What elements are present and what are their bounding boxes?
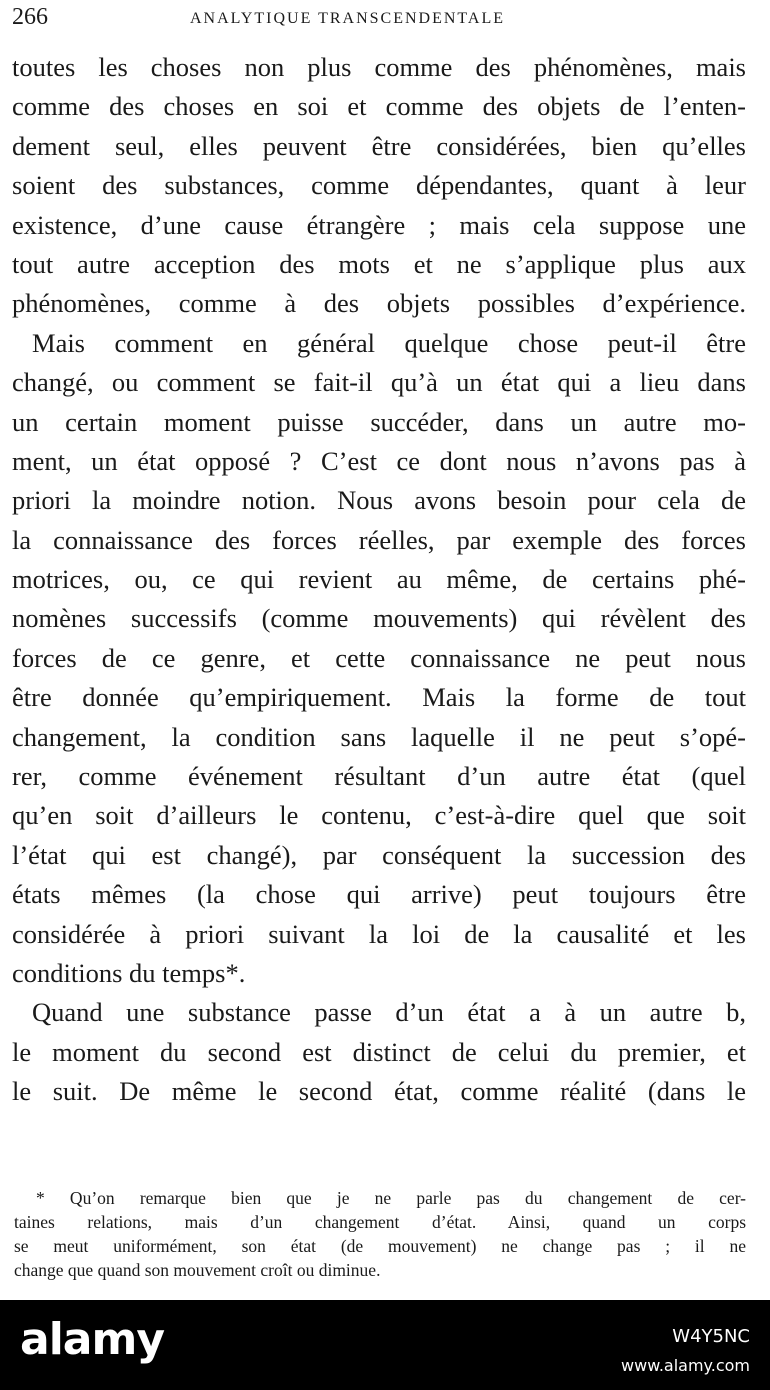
text-line: soient des substances, comme dépendantes, quant à leur <box>12 170 746 201</box>
footnote-line: taines relations, mais d’un changement d’état. Ainsi, quand un corps <box>14 1212 746 1232</box>
text-line: forces de ce genre, et cette connaissance ne peut nous <box>12 642 746 673</box>
footnote-line: se meut uniformément, son état (de mouvement) ne change pas ; il ne <box>14 1236 746 1256</box>
footnote <box>14 1186 746 1282</box>
text-line: être donnée qu’empiriquement. Mais la forme de tout <box>12 682 746 713</box>
page-header <box>12 4 758 34</box>
footnote-line: change que quand son mouvement croît ou diminue. <box>14 1260 381 1280</box>
running-head: ANALYTIQUE TRANSCENDENTALE <box>190 10 506 27</box>
text-line: conditions du temps*. <box>12 957 246 988</box>
text-line: tout autre acception des mots et ne s’applique plus aux <box>12 248 746 279</box>
watermark-banner <box>0 1300 770 1390</box>
footnote-line: * Qu’on remarque bien que je ne parle pas du changement de cer- <box>36 1188 746 1208</box>
text-line: rer, comme événement résultant d’un autre état (quel <box>12 761 746 792</box>
text-line: changé, ou comment se fait-il qu’à un état qui a lieu dans <box>12 367 746 398</box>
text-line: phénomènes, comme à des objets possibles d’expérience. <box>12 288 746 319</box>
text-line: comme des choses en soi et comme des objets de l’enten- <box>12 91 746 122</box>
text-line: toutes les choses non plus comme des phénomènes, mais <box>12 52 746 82</box>
text-line: dement seul, elles peuvent être considérées, bien qu’elles <box>12 130 746 161</box>
text-line: le moment du second est distinct de celui du premier, et <box>12 1036 746 1067</box>
text-line: nomènes successifs (comme mouvements) qui révèlent des <box>12 603 746 634</box>
text-line: la connaissance des forces réelles, par exemple des forces <box>12 524 746 555</box>
image-code: W4Y5NC <box>672 1326 750 1347</box>
text-line: considérée à priori suivant la loi de la causalité et les <box>12 918 746 949</box>
text-line: Mais comment en général quelque chose peut-il être <box>32 327 746 358</box>
alamy-logo: alamy <box>20 1314 164 1365</box>
site-url: www.alamy.com <box>621 1356 750 1375</box>
text-line: motrices, ou, ce qui revient au même, de certains phé- <box>12 564 746 595</box>
text-line: priori la moindre notion. Nous avons besoin pour cela de <box>12 485 746 516</box>
text-line: existence, d’une cause étrangère ; mais cela suppose une <box>12 209 746 240</box>
text-line: états mêmes (la chose qui arrive) peut toujours être <box>12 879 746 910</box>
text-line: l’état qui est changé), par conséquent la succession des <box>12 839 746 870</box>
text-line: Quand une substance passe d’un état a à un autre b, <box>32 997 746 1028</box>
text-line: qu’en soit d’ailleurs le contenu, c’est-à-dire quel que soit <box>12 800 746 831</box>
body-text <box>12 48 746 1112</box>
text-line: le suit. De même le second état, comme réalité (dans le <box>12 1076 746 1107</box>
text-line: un certain moment puisse succéder, dans un autre mo- <box>12 406 746 437</box>
text-line: changement, la condition sans laquelle il ne peut s’opé- <box>12 721 746 752</box>
text-line: ment, un état opposé ? C’est ce dont nous n’avons pas à <box>12 445 746 476</box>
page-number: 266 <box>12 4 48 30</box>
